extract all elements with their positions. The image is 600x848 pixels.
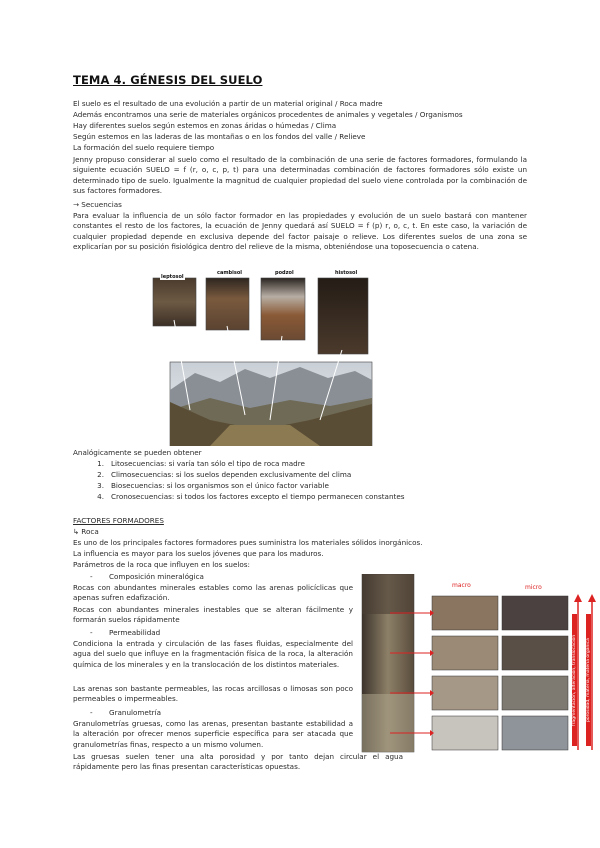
rock-figure bbox=[360, 574, 600, 754]
profile-tag-2: cambisol bbox=[217, 270, 242, 276]
evaluar-paragraph: Para evaluar la influencia de un sólo factor formador en las propiedades y evolución de un suelo bastará con mantener constantes el resto de los factores, la ecuación de Jenny quedará así SUELO = f (p) r, o, c, t. En este caso, la variación de cualquier propiedad depende en exclusiva depende del factor paisaje o relieve. Los diferentes suelos de una zona se explicarían por su posición fisiológica dentro del relieve de la misma, obteniéndose una toposecuencia o catena. bbox=[73, 211, 527, 252]
composicion-text-b: Rocas con abundantes minerales inestables que se alteran fácilmente y formarán suelos rápidamente bbox=[73, 605, 353, 625]
granulometria-heading: Granulometría bbox=[109, 708, 162, 717]
document-page: TEMA 4. GÉNESIS DEL SUELO El suelo es el resultado de una evolución a partir de un material original / Roca madre Además encontramos una serie de materiales orgánicos procedentes de animales y vegetales / Organismos Hay diferentes suelos según estemos en zonas áridas o húmedas / Clima Según estemos en las laderas de las montañas o en los fondos del valle / Relieve La formación del suelo requiere tiempo Jenny propuso considerar al suelo como el resultado de la combinación de una serie de factores formadores, formulando la siguiente ecuación SUELO = f (r, o, c, p, t) para una determinadas combinación de factores formadores sólo existe un determinado tipo de suelo. Igualmente la magnitud de cualquier propiedad del suelo viene controlada por la combinación de sus factores formadores. → Secuencias Para evaluar la influencia de un sólo factor formador en las propiedades y evolución de un suelo bastará con mantener constantes el resto de los factores, la ecuación de Jenny quedará así SUELO = f (p) r, o, c, t. En este caso, la variación de cualquier propiedad depende en exclusiva depende del factor paisaje o relieve. Los diferentes suelos de una zona se explicarían por su posición fisiológica dentro del relieve de la misma, obteniéndose una toposecuencia o catena. leptosol cambisol podzol histosol Analógicamente se pueden obtener 1. Litosecuencias: si varía tan sólo el tipo de roca madre 2. Climosecuencias: si los suelos dependen exclusivamente del clima 3. Biosecuencias: si los organismos son el único factor variable 4. Cronosecuencias: si todos los factores excepto el tiempo permanecen constantes FACTORES FORMADORES ↳ Roca Es uno de los principales factores formadores pues suministra los materiales sólidos inorgánicos. La influencia es mayor para los suelos jóvenes que para los maduros. Parámetros de la roca que influyen en los suelos: - Composición mineralógica Rocas con abundantes minerales estables como las arenas policíclicas que apenas sufren edafización. Rocas con abundantes minerales inestables que se alteran fácilmente y formarán suelos rápidamente - Permeabilidad Condiciona la entrada y circulación de las fases fluidas, especialmente del agua del suelo que influye en la fragmentación física de la roca, la alteración química de los minerales y en la translocación de los distintos materiales. Las arenas son bastante permeables, las rocas arcillosas o limosas son poco permeables o impermeables. - Granulometría Granulometrías gruesas, como las arenas, presentan bastante estabilidad a la alteración por ofrecer menos superficie específica para ser atacada que granulometrías finas, respecto a un mismo volumen. Las gruesas suelen tener una alta porosidad y por tanto dejan circular el agua rápidamente pero las finas presentan características opuestas. macro micro fragmentación, alteración, translocación porosidad, materia, materia orgánica bbox=[0, 0, 600, 848]
permeabilidad-text-a: Condiciona la entrada y circulación de las fases fluidas, especialmente del agua del suelo que influye en la fragmentación física de la roca, la alteración química de los minerales y en la translocación de los distintos materiales. bbox=[73, 639, 353, 669]
roca-line-1: Es uno de los principales factores formadores pues suministra los materiales sólidos inorgánicos. bbox=[73, 538, 423, 547]
granulometria-text-b: Las gruesas suelen tener una alta porosidad y por tanto dejan circular el agua rápidamente pero las finas presentan características opuestas. bbox=[73, 752, 403, 772]
profile-tag-4: histosol bbox=[335, 270, 358, 276]
profile-tag-3: podzol bbox=[275, 270, 294, 276]
rock-illustration bbox=[360, 574, 600, 754]
process-label: fragmentación, alteración, translocación bbox=[572, 614, 577, 746]
roca-line-2: La influencia es mayor para los suelos jóvenes que para los maduros. bbox=[73, 549, 324, 558]
intro-line-2: Además encontramos una serie de materiales orgánicos procedentes de animales y vegetales / Organismos bbox=[73, 110, 463, 119]
roca-heading: ↳ Roca bbox=[73, 527, 99, 536]
toposequence-illustration bbox=[150, 270, 375, 446]
bullet-dash: - bbox=[90, 628, 93, 637]
intro-line-4: Según estemos en las laderas de las montañas o en los fondos del valle / Relieve bbox=[73, 132, 366, 141]
intro-line-3: Hay diferentes suelos según estemos en zonas áridas o húmedas / Clima bbox=[73, 121, 337, 130]
page-title: TEMA 4. GÉNESIS DEL SUELO bbox=[73, 73, 263, 87]
jenny-paragraph: Jenny propuso considerar al suelo como el resultado de la combinación de una serie de factores formadores, formulando la siguiente ecuación SUELO = f (r, o, c, p, t) para una determinadas combinación de factores formadores sólo existe un determinado tipo de suelo. Igualmente la magnitud de cualquier propiedad del suelo viene controlada por la combinación de sus factores formadores. bbox=[73, 155, 527, 196]
granulometria-text-a: Granulometrías gruesas, como las arenas, presentan bastante estabilidad a la alteración por ofrecer menos superficie específica para ser atacada que granulometrías finas, respecto a un mismo volumen. bbox=[73, 719, 353, 749]
permeabilidad-text-b: Las arenas son bastante permeables, las rocas arcillosas o limosas son poco permeables o impermeables. bbox=[73, 684, 353, 704]
permeabilidad-heading: Permeabilidad bbox=[109, 628, 161, 637]
composicion-text-a: Rocas con abundantes minerales estables como las arenas policíclicas que apenas sufren edafización. bbox=[73, 583, 353, 603]
intro-line-5: La formación del suelo requiere tiempo bbox=[73, 143, 215, 152]
secuencias-heading: → Secuencias bbox=[73, 200, 122, 209]
roca-line-3: Parámetros de la roca que influyen en los suelos: bbox=[73, 560, 250, 569]
factores-heading: FACTORES FORMADORES bbox=[73, 516, 164, 525]
macro-label: macro bbox=[452, 582, 471, 589]
toposequence-figure bbox=[150, 270, 375, 446]
profile-tag-1: leptosol bbox=[161, 274, 184, 280]
bullet-dash: - bbox=[90, 572, 93, 581]
intro-line-1: El suelo es el resultado de una evolución a partir de un material original / Roca madre bbox=[73, 99, 383, 108]
property-label: porosidad, materia, materia orgánica bbox=[586, 614, 591, 746]
micro-label: micro bbox=[525, 584, 542, 591]
composicion-heading: Composición mineralógica bbox=[109, 572, 204, 581]
bullet-dash: - bbox=[90, 708, 93, 717]
analog-lead: Analógicamente se pueden obtener bbox=[73, 448, 202, 457]
